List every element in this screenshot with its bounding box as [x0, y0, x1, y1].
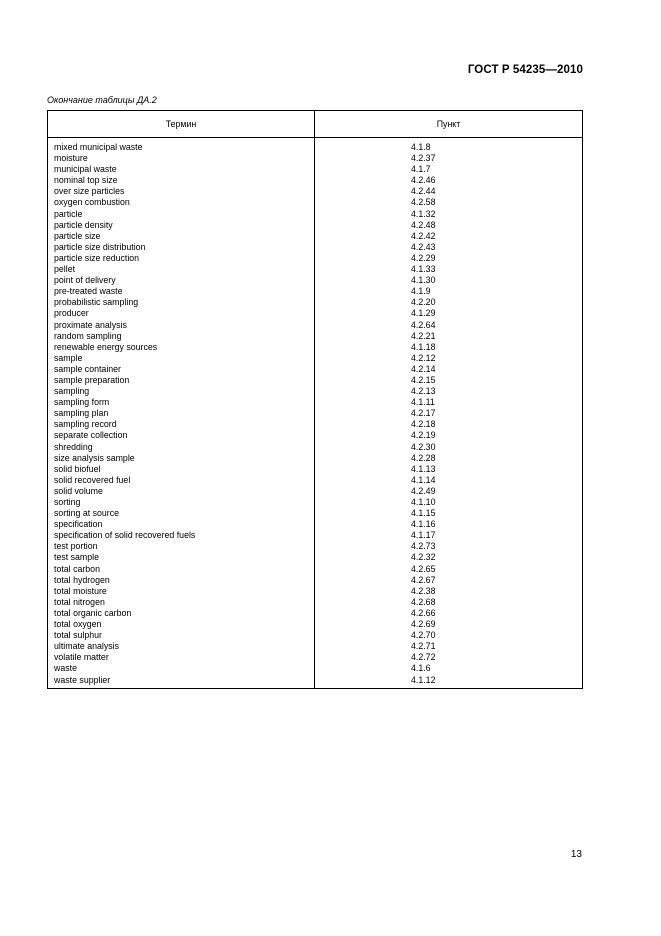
- point-cell: 4.1.17: [315, 530, 583, 541]
- table-header-row: [48, 111, 583, 138]
- term-cell: total oxygen: [48, 619, 315, 630]
- table-row: [48, 209, 583, 220]
- table-row: [48, 453, 583, 464]
- point-cell: 4.2.68: [315, 597, 583, 608]
- term-cell: point of delivery: [48, 275, 315, 286]
- table-row: [48, 497, 583, 508]
- term-cell: specification: [48, 519, 315, 530]
- table-row: [48, 342, 583, 353]
- table-row: [48, 597, 583, 608]
- term-cell: sorting at source: [48, 508, 315, 519]
- point-cell: 4.2.69: [315, 619, 583, 630]
- point-cell: 4.1.6: [315, 663, 583, 674]
- term-cell: sorting: [48, 497, 315, 508]
- term-cell: particle size: [48, 231, 315, 242]
- point-cell: 4.1.16: [315, 519, 583, 530]
- point-cell: 4.2.71: [315, 641, 583, 652]
- point-cell: 4.2.37: [315, 153, 583, 164]
- point-cell: 4.2.32: [315, 552, 583, 563]
- table-row: [48, 375, 583, 386]
- term-cell: test portion: [48, 541, 315, 552]
- term-cell: moisture: [48, 153, 315, 164]
- point-cell: 4.1.15: [315, 508, 583, 519]
- table-row: [48, 575, 583, 586]
- point-cell: 4.2.72: [315, 652, 583, 663]
- term-cell: sampling: [48, 386, 315, 397]
- term-cell: total sulphur: [48, 630, 315, 641]
- term-cell: test sample: [48, 552, 315, 563]
- table-row: [48, 663, 583, 674]
- point-cell: 4.2.18: [315, 419, 583, 430]
- table-row: [48, 564, 583, 575]
- point-cell: 4.2.46: [315, 175, 583, 186]
- point-cell: 4.2.65: [315, 564, 583, 575]
- terms-table: [47, 110, 583, 689]
- term-cell: particle density: [48, 220, 315, 231]
- point-cell: 4.2.64: [315, 320, 583, 331]
- term-cell: waste: [48, 663, 315, 674]
- document-standard-code: ГОСТ Р 54235—2010: [467, 64, 583, 76]
- table-row: [48, 386, 583, 397]
- point-cell: 4.2.14: [315, 364, 583, 375]
- table-row: [48, 308, 583, 319]
- table-row: [48, 586, 583, 597]
- term-cell: renewable energy sources: [48, 342, 315, 353]
- point-cell: 4.1.18: [315, 342, 583, 353]
- table-row: [48, 220, 583, 231]
- term-cell: pre-treated waste: [48, 286, 315, 297]
- term-cell: random sampling: [48, 331, 315, 342]
- table-row: [48, 164, 583, 175]
- point-cell: 4.1.7: [315, 164, 583, 175]
- term-cell: proximate analysis: [48, 320, 315, 331]
- term-cell: total moisture: [48, 586, 315, 597]
- table-row: [48, 253, 583, 264]
- table-row: [48, 353, 583, 364]
- table-row: [48, 264, 583, 275]
- point-cell: 4.2.13: [315, 386, 583, 397]
- term-cell: sample: [48, 353, 315, 364]
- table-row: [48, 331, 583, 342]
- term-cell: specification of solid recovered fuels: [48, 530, 315, 541]
- table-row: [48, 464, 583, 475]
- term-cell: solid biofuel: [48, 464, 315, 475]
- point-cell: 4.2.49: [315, 486, 583, 497]
- point-cell: 4.1.8: [315, 138, 583, 154]
- term-cell: ultimate analysis: [48, 641, 315, 652]
- table-row: [48, 231, 583, 242]
- term-cell: particle: [48, 209, 315, 220]
- term-cell: particle size distribution: [48, 242, 315, 253]
- term-cell: total carbon: [48, 564, 315, 575]
- point-cell: 4.2.66: [315, 608, 583, 619]
- column-header-point: Пункт: [315, 111, 583, 138]
- table-row: [48, 508, 583, 519]
- point-cell: 4.2.29: [315, 253, 583, 264]
- term-cell: sampling form: [48, 397, 315, 408]
- term-cell: shredding: [48, 442, 315, 453]
- table-row: [48, 541, 583, 552]
- table-row: [48, 175, 583, 186]
- table-row: [48, 519, 583, 530]
- column-header-term: Термин: [48, 111, 315, 138]
- term-cell: municipal waste: [48, 164, 315, 175]
- point-cell: 4.1.11: [315, 397, 583, 408]
- table-row: [48, 442, 583, 453]
- table-row: [48, 475, 583, 486]
- table-row: [48, 419, 583, 430]
- point-cell: 4.2.70: [315, 630, 583, 641]
- table-row: [48, 138, 583, 154]
- term-cell: pellet: [48, 264, 315, 275]
- point-cell: 4.2.43: [315, 242, 583, 253]
- table-row: [48, 530, 583, 541]
- term-cell: total organic carbon: [48, 608, 315, 619]
- term-cell: sample preparation: [48, 375, 315, 386]
- term-cell: mixed municipal waste: [48, 138, 315, 154]
- table-row: [48, 675, 583, 689]
- point-cell: 4.1.12: [315, 675, 583, 689]
- term-cell: waste supplier: [48, 675, 315, 689]
- point-cell: 4.2.58: [315, 197, 583, 208]
- table-body: [48, 138, 583, 689]
- term-cell: nominal top size: [48, 175, 315, 186]
- term-cell: solid volume: [48, 486, 315, 497]
- point-cell: 4.2.19: [315, 430, 583, 441]
- point-cell: 4.2.30: [315, 442, 583, 453]
- table-row: [48, 197, 583, 208]
- term-cell: sampling record: [48, 419, 315, 430]
- table-caption: Окончание таблицы ДА.2: [47, 95, 157, 105]
- point-cell: 4.1.32: [315, 209, 583, 220]
- term-cell: sampling plan: [48, 408, 315, 419]
- table-row: [48, 619, 583, 630]
- table-row: [48, 552, 583, 563]
- point-cell: 4.1.9: [315, 286, 583, 297]
- table-row: [48, 242, 583, 253]
- point-cell: 4.2.67: [315, 575, 583, 586]
- term-cell: size analysis sample: [48, 453, 315, 464]
- table-row: [48, 297, 583, 308]
- term-cell: total nitrogen: [48, 597, 315, 608]
- point-cell: 4.2.28: [315, 453, 583, 464]
- point-cell: 4.2.44: [315, 186, 583, 197]
- point-cell: 4.2.15: [315, 375, 583, 386]
- table-row: [48, 630, 583, 641]
- point-cell: 4.2.38: [315, 586, 583, 597]
- point-cell: 4.2.73: [315, 541, 583, 552]
- term-cell: particle size reduction: [48, 253, 315, 264]
- table-row: [48, 486, 583, 497]
- table-row: [48, 320, 583, 331]
- table-row: [48, 652, 583, 663]
- point-cell: 4.2.20: [315, 297, 583, 308]
- term-cell: sample container: [48, 364, 315, 375]
- point-cell: 4.1.33: [315, 264, 583, 275]
- point-cell: 4.1.30: [315, 275, 583, 286]
- point-cell: 4.2.42: [315, 231, 583, 242]
- table-row: [48, 397, 583, 408]
- point-cell: 4.2.12: [315, 353, 583, 364]
- table-row: [48, 608, 583, 619]
- table-row: [48, 286, 583, 297]
- point-cell: 4.1.14: [315, 475, 583, 486]
- term-cell: oxygen combustion: [48, 197, 315, 208]
- term-cell: total hydrogen: [48, 575, 315, 586]
- term-cell: probabilistic sampling: [48, 297, 315, 308]
- term-cell: volatile matter: [48, 652, 315, 663]
- term-cell: solid recovered fuel: [48, 475, 315, 486]
- table-row: [48, 408, 583, 419]
- term-cell: over size particles: [48, 186, 315, 197]
- page-number: 13: [570, 849, 582, 860]
- point-cell: 4.2.48: [315, 220, 583, 231]
- table-row: [48, 430, 583, 441]
- point-cell: 4.1.10: [315, 497, 583, 508]
- table-row: [48, 364, 583, 375]
- table-row: [48, 275, 583, 286]
- point-cell: 4.2.21: [315, 331, 583, 342]
- term-cell: producer: [48, 308, 315, 319]
- table-row: [48, 641, 583, 652]
- table-row: [48, 153, 583, 164]
- point-cell: 4.1.13: [315, 464, 583, 475]
- table-row: [48, 186, 583, 197]
- point-cell: 4.1.29: [315, 308, 583, 319]
- term-cell: separate collection: [48, 430, 315, 441]
- point-cell: 4.2.17: [315, 408, 583, 419]
